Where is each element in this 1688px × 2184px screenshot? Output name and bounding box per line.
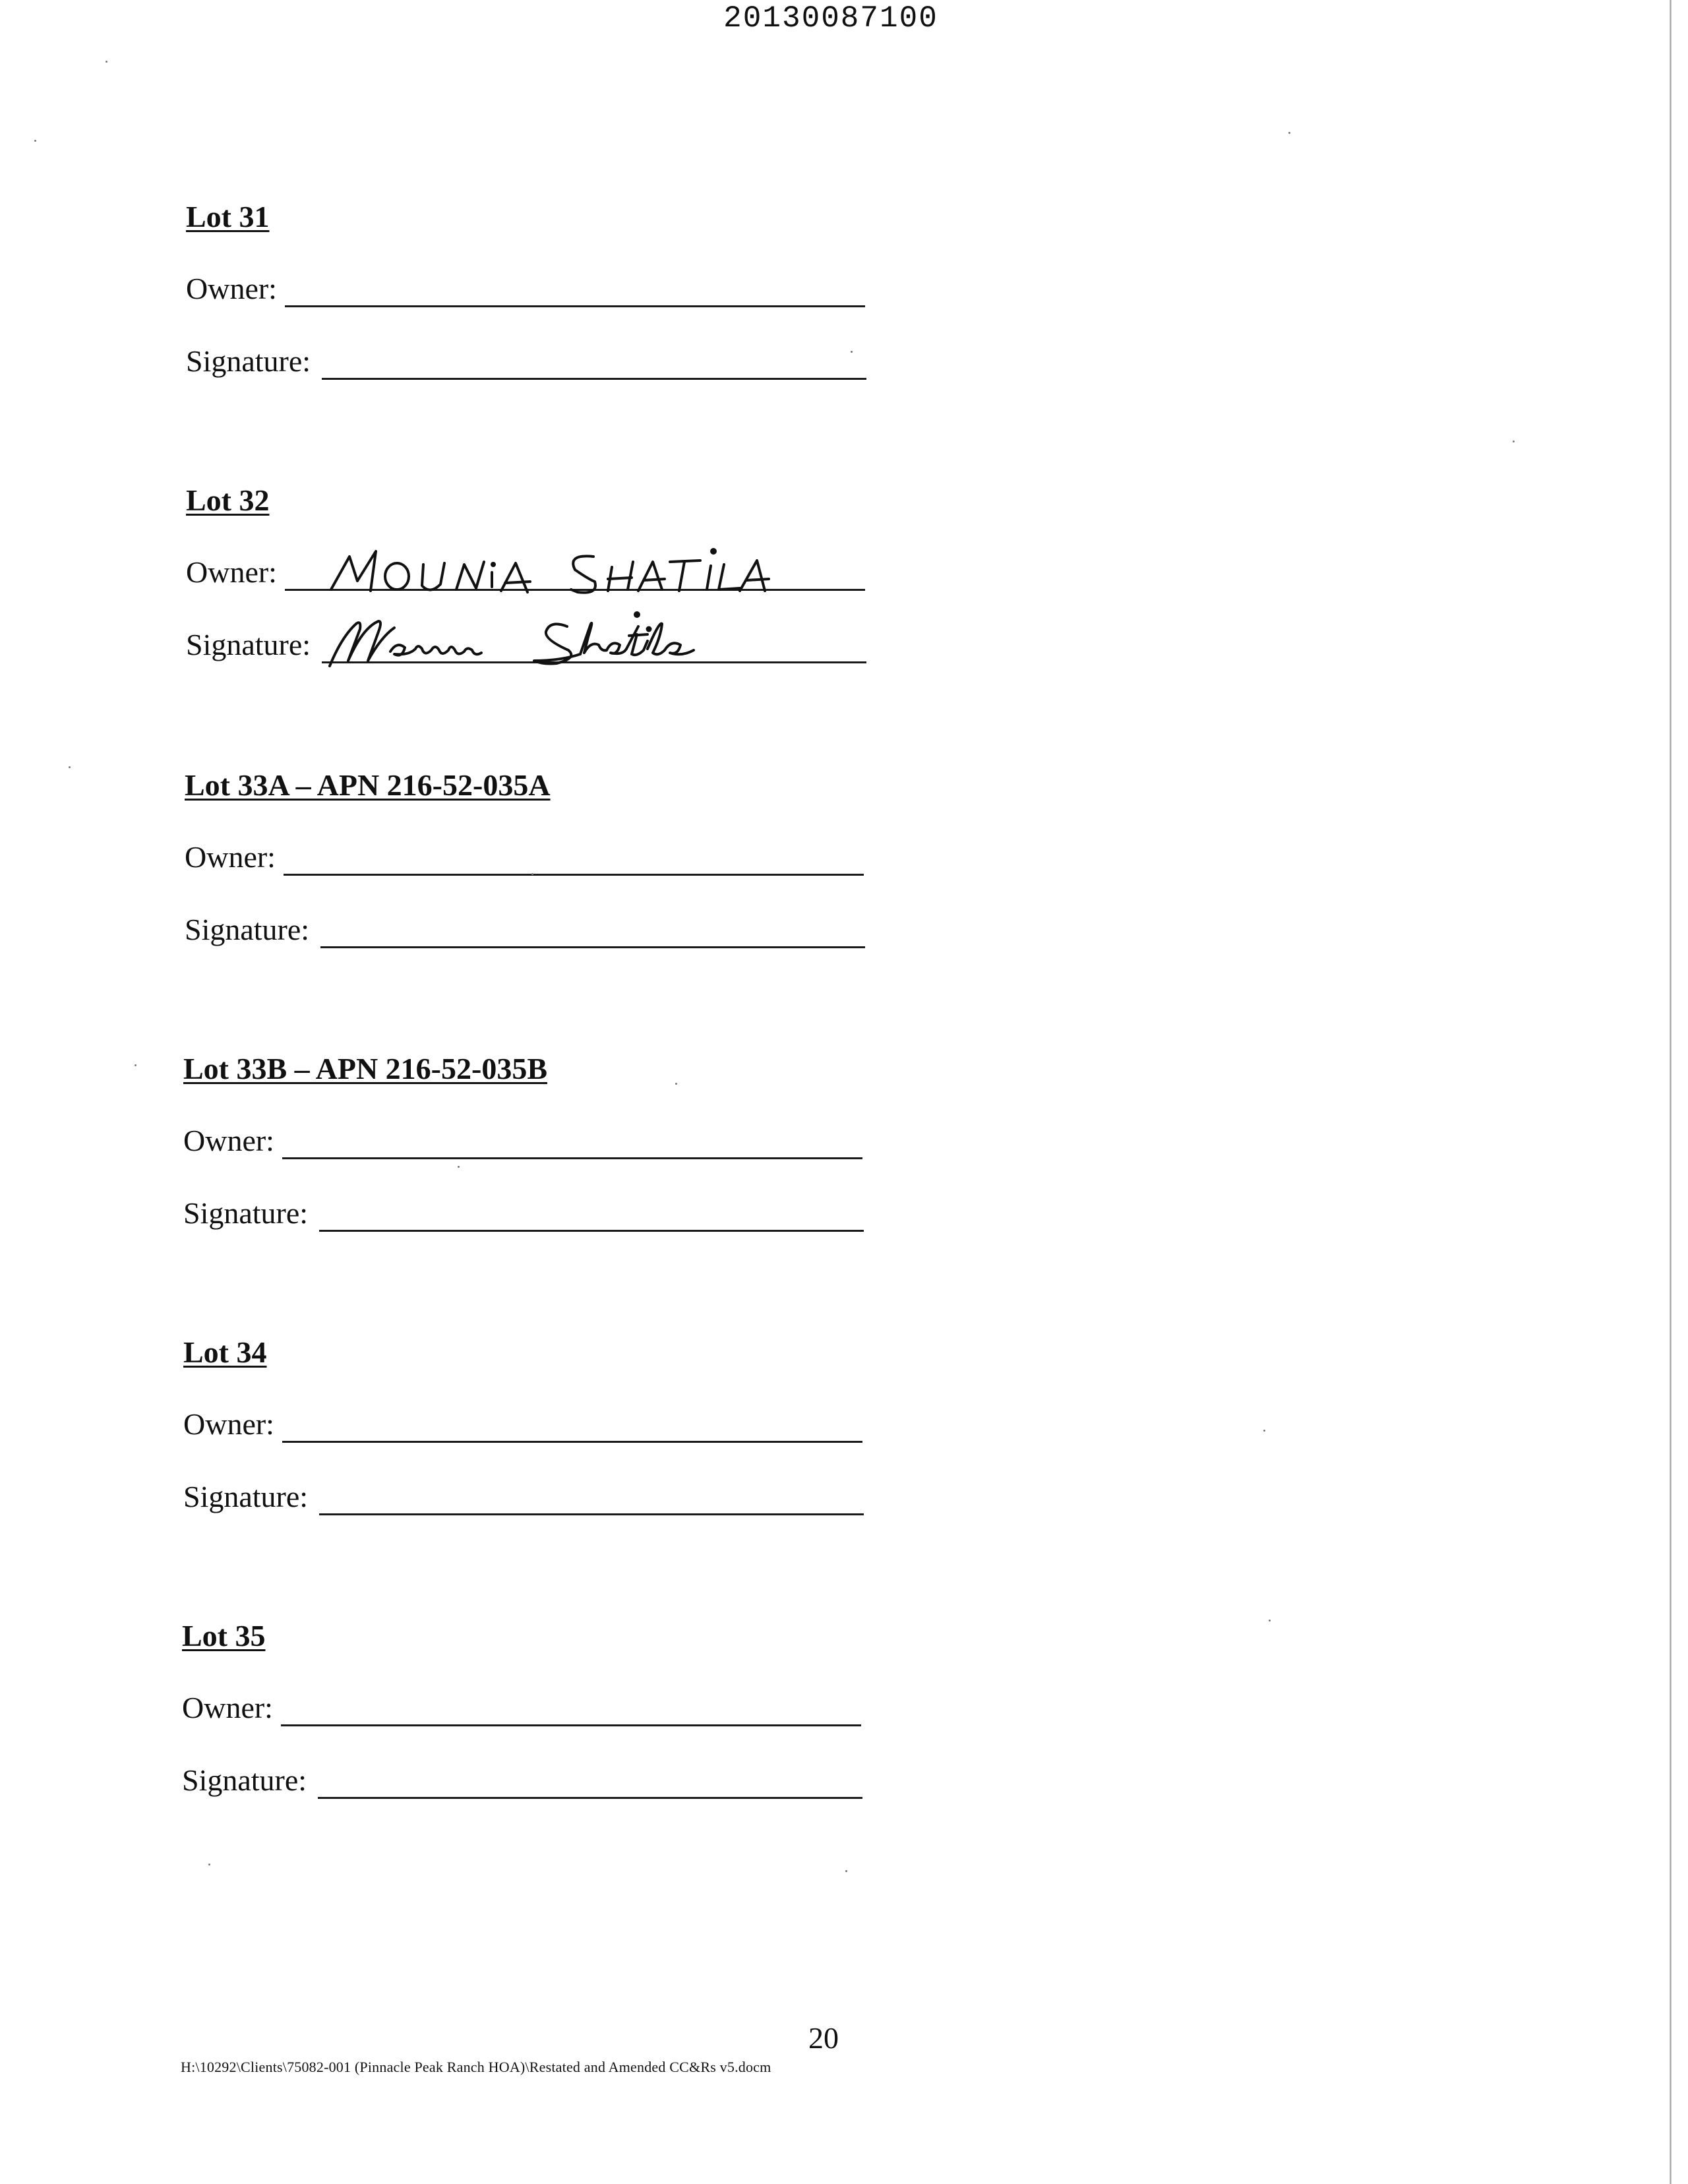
- scan-speck: [1263, 1430, 1265, 1432]
- scan-speck: [69, 766, 71, 768]
- signature-line: [318, 1797, 862, 1799]
- signature-field: [185, 909, 1042, 948]
- footer-file-path: H:\10292\Clients\75082-001 (Pinnacle Peak Ranch HOA)\Restated and Amended CC&Rs v5.docm: [181, 2059, 771, 2075]
- owner-field: [186, 268, 1043, 307]
- lot-heading: Lot 33B – APN 216-52-035B: [183, 1052, 547, 1085]
- lot-heading: Lot 33A – APN 216-52-035A: [185, 768, 551, 802]
- lot-heading: Lot 35: [182, 1619, 266, 1653]
- signature-field: [186, 624, 1043, 663]
- lot-35-block: [182, 1617, 1039, 1799]
- signature-line: [322, 378, 866, 380]
- signature-field: [182, 1759, 1039, 1799]
- lot-heading: Lot 31: [186, 200, 270, 233]
- scan-speck: [851, 351, 853, 353]
- recording-number: 20130087100: [723, 1, 938, 36]
- scan-speck: [1269, 1620, 1271, 1622]
- lot-heading: Lot 32: [186, 483, 270, 517]
- scan-speck: [34, 140, 36, 142]
- owner-field: [183, 1403, 1040, 1443]
- scan-speck: [1288, 132, 1290, 134]
- signature-label: Signature:: [182, 1763, 307, 1797]
- page-number: 20: [808, 2021, 839, 2055]
- lot-33a-block: [185, 766, 1042, 948]
- lot-32-block: [186, 481, 1043, 663]
- scan-speck: [135, 1064, 136, 1066]
- owner-line: [281, 1724, 861, 1726]
- handwritten-signature: [322, 597, 902, 677]
- lot-31-block: [186, 198, 1043, 380]
- scan-speck: [531, 873, 533, 875]
- signature-label: Signature:: [186, 344, 311, 378]
- owner-label: Owner:: [182, 1691, 273, 1724]
- owner-line: [282, 1441, 862, 1443]
- owner-line: [285, 305, 865, 307]
- scan-speck: [1513, 440, 1515, 442]
- scan-speck: [106, 61, 107, 63]
- signature-line: [320, 946, 865, 948]
- signature-field: [186, 340, 1043, 380]
- signature-label: Signature:: [186, 628, 311, 661]
- owner-field: [186, 551, 1043, 591]
- owner-line: [282, 1157, 862, 1159]
- scan-speck: [458, 1166, 460, 1168]
- owner-field: [185, 836, 1042, 876]
- scan-speck: [208, 1864, 210, 1866]
- handwritten-owner-name: [318, 531, 898, 604]
- owner-label: Owner:: [186, 272, 277, 305]
- owner-label: Owner:: [183, 1124, 274, 1157]
- owner-field: [182, 1687, 1039, 1726]
- lot-heading: Lot 34: [183, 1335, 267, 1369]
- owner-label: Owner:: [186, 555, 277, 589]
- signature-field: [183, 1476, 1040, 1515]
- signature-label: Signature:: [183, 1196, 309, 1230]
- lot-34-block: [183, 1333, 1040, 1515]
- owner-label: Owner:: [183, 1407, 274, 1441]
- owner-field: [183, 1120, 1040, 1159]
- signature-label: Signature:: [185, 913, 310, 946]
- owner-label: Owner:: [185, 840, 276, 874]
- scan-speck: [845, 1870, 847, 1872]
- signature-field: [183, 1192, 1040, 1232]
- signature-line: [319, 1230, 864, 1232]
- scan-edge: [1670, 0, 1672, 2184]
- scan-speck: [675, 1083, 677, 1085]
- signature-line: [319, 1513, 864, 1515]
- owner-line: [284, 874, 864, 876]
- signature-label: Signature:: [183, 1480, 309, 1513]
- lot-33b-block: [183, 1050, 1040, 1232]
